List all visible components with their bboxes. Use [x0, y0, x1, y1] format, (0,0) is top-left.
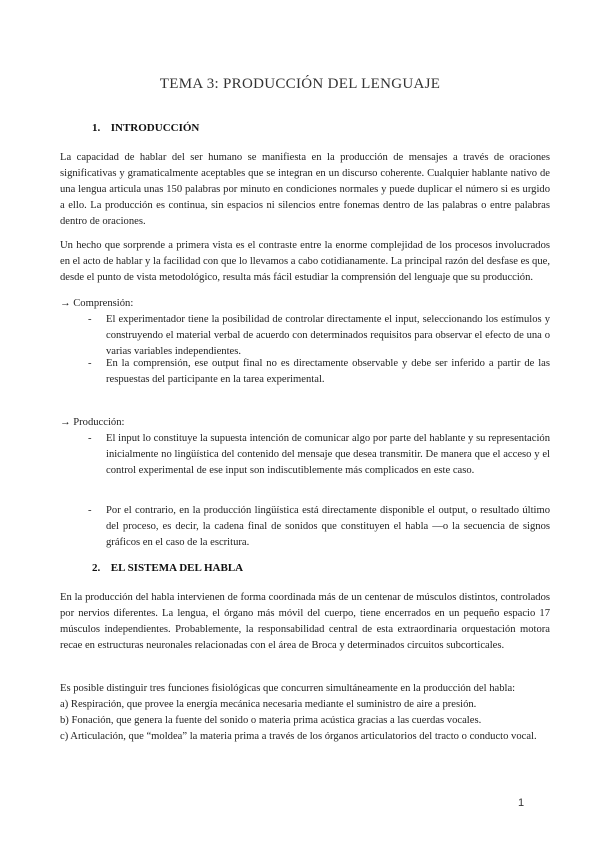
- paragraph-habla-2: Es posible distinguir tres funciones fisiológicas que concurren simultáneamente en la producción del habla:: [60, 683, 516, 694]
- bullet-text: El input lo constituye la supuesta intención de comunicar algo por parte del hablante y su representación inicialmente no lingüística del contenido del mensaje que desea transmitir. De manera que el acceso y el control experimental de ese input son indiscutiblemente más complicados en este caso.: [106, 433, 550, 476]
- section-number: 2.: [92, 562, 101, 574]
- bullet-dash: -: [88, 433, 92, 444]
- function-item-respiracion: a) Respiración, que provee la energía mecánica necesaria mediante el suministro de aire a presión.: [60, 699, 477, 710]
- paragraph-intro-1: La capacidad de hablar del ser humano se manifiesta en la producción de mensajes a través de oraciones significativas y gramaticalmente aceptables que se integran en un discurso coherente. Cualquier hablante nativo de una lengua articula unas 150 palabras por minuto en condiciones normales y puede duplicar el número si es urgido a ello. La producción es continua, sin espacios ni silencios entre fonemas dentro de las palabras o entre palabras dentro de oraciones.: [60, 152, 550, 227]
- section-title: INTRODUCCIÓN: [110, 122, 200, 134]
- list-item: [88, 431, 550, 479]
- bullet-dash: -: [88, 505, 92, 516]
- bullet-text: En la comprensión, ese output final no es directamente observable y debe ser inferido a partir de las respuestas del participante en la tarea experimental.: [106, 358, 550, 385]
- page-number: 1: [518, 797, 525, 809]
- function-item-articulacion: c) Articulación, que “moldea” la materia prima a través de los órganos articulatorios del tracto o conducto vocal.: [60, 731, 537, 742]
- bullet-text: Por el contrario, en la producción lingüística está directamente disponible el output, o resultado último del proceso, es decir, la cadena final de sonidos que constituyen el habla —o la secuencia de signos gráficos en el caso de la escritura.: [106, 505, 550, 548]
- paragraph-habla-1: En la producción del habla intervienen de forma coordinada más de un centenar de músculos distintos, controlados por nervios diferentes. La lengua, el órgano más móvil del cuerpo, tiene encerrados en un pequeño espacio 17 músculos independientes. Probablemente, la responsabilidad central de esta extraordinaria orquestación motora recae en estructuras neuronales relacionadas con el área de Broca y determinados circuitos subcorticales.: [60, 592, 550, 651]
- section-number: 1.: [92, 122, 101, 134]
- paragraph-intro-2: Un hecho que sorprende a primera vista es el contraste entre la enorme complejidad de los procesos involucrados en el acto de hablar y la facilidad con que lo llevamos a cabo cotidianamente. La principal razón del desfase es que, desde el punto de vista metodológico, resulta más fácil estudiar la comprensión del lenguaje que su producción.: [60, 240, 550, 283]
- section-heading-introduccion: [92, 122, 199, 134]
- list-item: [88, 356, 550, 388]
- list-item: [88, 503, 550, 551]
- section-title: EL SISTEMA DEL HABLA: [110, 562, 244, 574]
- list-item: [88, 312, 550, 360]
- function-item-fonacion: b) Fonación, que genera la fuente del sonido o materia prima acústica gracias a las cuerdas vocales.: [60, 715, 482, 726]
- page-title: TEMA 3: PRODUCCIÓN DEL LENGUAJE: [159, 76, 441, 92]
- produccion-label: → Producción:: [60, 417, 125, 428]
- comprension-label: → Comprensión:: [60, 298, 134, 309]
- bullet-text: El experimentador tiene la posibilidad de controlar directamente el input, seleccionando los estímulos y construyendo el material verbal de acuerdo con determinados requisitos para observar el efecto de una o varias variables independientes.: [106, 314, 550, 357]
- bullet-dash: -: [88, 358, 92, 369]
- bullet-dash: -: [88, 314, 92, 325]
- section-heading-sistema-habla: [92, 562, 243, 574]
